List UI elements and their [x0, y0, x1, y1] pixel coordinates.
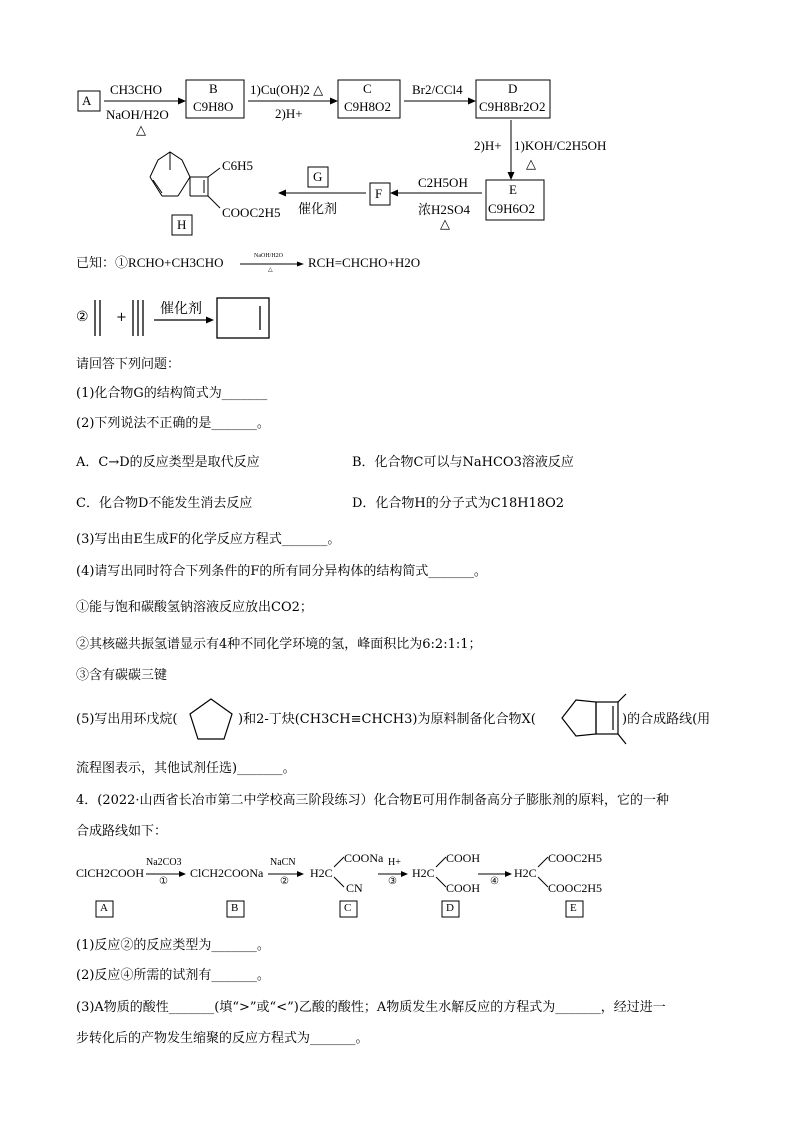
- q4-part3-cont: 步转化后的产物发生缩聚的反应方程式为_______。: [76, 1031, 369, 1046]
- reagent-h-plus-2: 2)H+: [474, 138, 502, 153]
- label-c: C: [344, 902, 352, 914]
- step-2: ②: [280, 876, 289, 887]
- reagent-ch3cho: CH3CHO: [110, 82, 163, 97]
- compound-c-bot: CN: [346, 881, 363, 895]
- heat-symbol: △: [526, 156, 536, 171]
- q3-part5-d: 流程图表示，其他试剂任选)_______。: [76, 761, 296, 776]
- reagent-br2: Br2/CCl4: [412, 82, 463, 97]
- reagent-h-plus: H+: [388, 857, 401, 868]
- reagent-na2co3: Na2CO3: [146, 857, 182, 868]
- reagent-h-plus: 2)H+: [275, 106, 303, 121]
- compound-c-top: COONa: [344, 851, 384, 865]
- q4-title-2: 合成路线如下：: [76, 824, 168, 839]
- q-intro: 请回答下列问题：: [76, 357, 181, 372]
- reagent-nacn: NaCN: [270, 857, 296, 868]
- label-g: G: [313, 169, 323, 184]
- q3-part5-b: )和2-丁炔(CH3CH≡CHCH3)为原料制备化合物X(: [238, 712, 536, 727]
- label-h: H: [177, 217, 187, 232]
- known-eq2-catalyst: 催化剂: [160, 301, 202, 317]
- compound-b: ClCH2COONa: [190, 866, 264, 880]
- label-b: B: [231, 902, 239, 914]
- compound-e-bot: COOC2H5: [548, 881, 603, 895]
- heat-symbol: △: [440, 216, 450, 231]
- formula-d: C9H8Br2O2: [479, 99, 546, 114]
- known-eq2-num: ②: [76, 309, 89, 325]
- reagent-catalyst: 催化剂: [298, 201, 338, 216]
- reagent-cuoh2: 1)Cu(OH)2 △: [250, 82, 324, 97]
- q3-option-c: C．化合物D不能发生消去反应: [76, 496, 253, 511]
- substituent-phenyl: C6H5: [222, 158, 254, 173]
- q4-title: 4．(2022·山西省长冶市第二中学校高三阶段练习）化合物E可用作制备高分子膨胀剂的原料，它的一种: [76, 793, 670, 808]
- reagent-c2h5oh: C2H5OH: [418, 175, 468, 190]
- reagent-naoh-h2o: NaOH/H2O: [106, 107, 169, 122]
- q3-part5-a: (5)写出用环戊烷(: [76, 712, 178, 727]
- compound-d-mid: H2C: [412, 866, 435, 880]
- q3-part3: (3)写出由E生成F的化学反应方程式_______。: [76, 532, 341, 547]
- q3-part4: (4)请写出同时符合下列条件的F的所有同分异构体的结构简式_______。: [76, 564, 487, 579]
- known-eq1-cond-bottom: △: [268, 267, 273, 273]
- compound-c-mid: H2C: [310, 866, 333, 880]
- q3-part2: (2)下列说法不正确的是_______。: [76, 416, 270, 431]
- known-eq1: 已知：①RCHO+CH3CHO: [76, 255, 224, 271]
- q3-cond3: ③含有碳碳三键: [76, 668, 168, 683]
- q3-option-b: B．化合物C可以与NaHCO3溶液反应: [352, 455, 574, 470]
- step-4: ④: [490, 876, 499, 887]
- compound-e-mid: H2C: [514, 866, 537, 880]
- heat-symbol: △: [136, 122, 146, 137]
- compound-x-structure: [556, 690, 628, 748]
- q3-cond2: ②其核磁共振氢谱显示有4种不同化学环境的氢，峰面积比为6:2:1:1；: [76, 637, 482, 652]
- known-eq1-right: RCH=CHCHO+H2O: [308, 255, 421, 270]
- compound-e-top: COOC2H5: [548, 851, 603, 865]
- reagent-koh: 1)KOH/C2H5OH: [514, 138, 607, 153]
- step-1: ①: [159, 876, 168, 887]
- formula-b: C9H8O: [193, 99, 234, 114]
- formula-c: C9H8O2: [344, 99, 391, 114]
- label-e: E: [570, 902, 577, 914]
- q3-option-d: D．化合物H的分子式为C18H18O2: [352, 496, 565, 511]
- synthesis-scheme-1: [0, 0, 794, 250]
- q4-part1: (1)反应②的反应类型为_______。: [76, 938, 270, 953]
- known-eq1-cond-top: NaOH/H2O: [254, 253, 283, 259]
- substituent-ester: COOC2H5: [222, 205, 281, 220]
- formula-e: C9H6O2: [488, 201, 535, 216]
- reagent-h2so4: 浓H2SO4: [418, 202, 471, 217]
- compound-d-bot: COOH: [446, 881, 481, 895]
- compound-d-top: COOH: [446, 851, 481, 865]
- label-a: A: [82, 93, 92, 108]
- label-e: E: [509, 182, 517, 197]
- q3-option-a: A．C→D的反应类型是取代反应: [76, 455, 260, 470]
- q3-part1: (1)化合物G的结构简式为_______: [76, 386, 268, 401]
- q3-part5-c: )的合成路线(用: [622, 712, 711, 727]
- label-d: D: [446, 902, 454, 914]
- known-eq2-plus: +: [116, 310, 127, 325]
- label-c: C: [363, 81, 372, 96]
- q3-cond1: ①能与饱和碳酸氢钠溶液反应放出CO2；: [76, 600, 313, 615]
- label-f: F: [375, 186, 383, 201]
- compound-a: ClCH2COOH: [76, 866, 145, 880]
- cyclopentane-structure: [186, 695, 236, 745]
- step-3: ③: [388, 876, 397, 887]
- q4-part2: (2)反应④所需的试剂有_______。: [76, 968, 270, 983]
- q4-part3: (3)A物质的酸性_______(填“>”或“<”)乙酸的酸性；A物质发生水解反应的方程式为_______，经过进一: [76, 1000, 666, 1015]
- label-a: A: [100, 902, 108, 914]
- label-b: B: [209, 81, 218, 96]
- label-d: D: [508, 81, 518, 96]
